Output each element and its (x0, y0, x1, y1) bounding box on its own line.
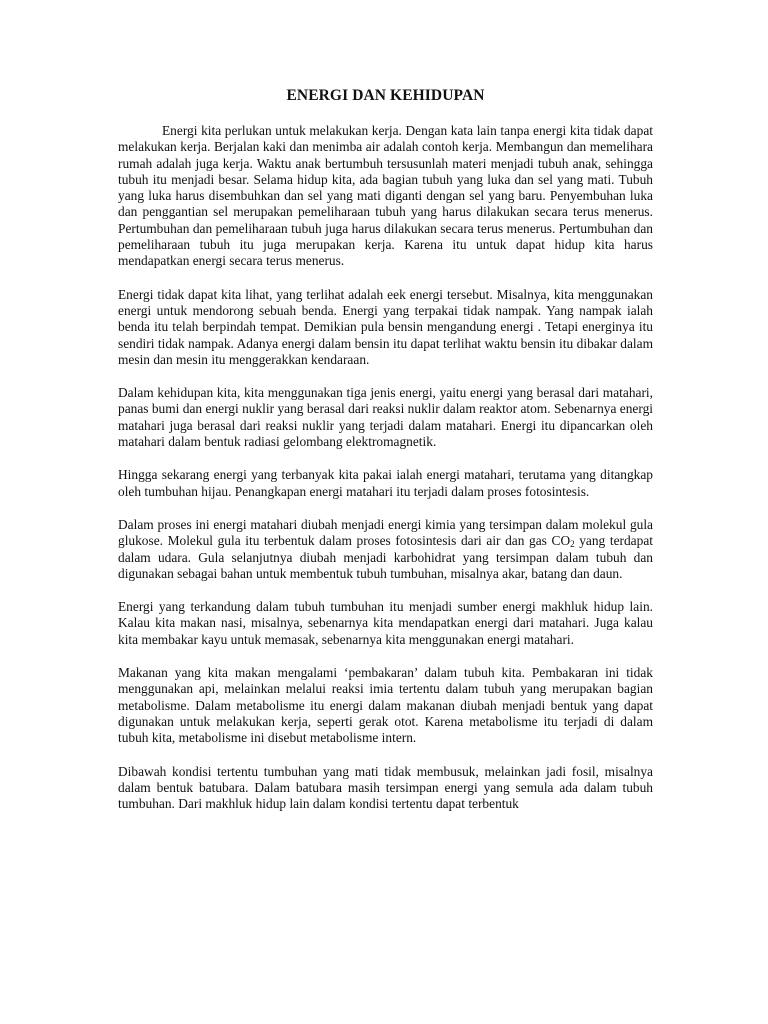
paragraph-photosynthesis (118, 517, 653, 582)
photosynthesis-text-before: Dalam proses ini energi matahari diubah menjadi energi kimia yang tersimpan dalam molekul gula glukose. Molekul gula itu terbentuk dalam proses fotosintesis dari air dan gas CO (118, 516, 653, 549)
paragraph-energy-invisible: Energi tidak dapat kita lihat, yang terlihat adalah eek energi tersebut. Misalnya, kita menggunakan energi untuk mendorong sebuah benda. Energi yang terpakai tidak nampak. Yang nampak ialah benda itu telah berpindah tempat. Demikian pula bensin mengandung energi . Tetapi energinya itu sendiri tidak nampak. Adanya energi dalam bensin itu dapat terlihat waktu bensin itu dibakar dalam mesin dan mesin itu menggerakkan kendaraan. (118, 286, 653, 367)
paragraph-energy-types: Dalam kehidupan kita, kita menggunakan tiga jenis energi, yaitu energi yang berasal dari matahari, panas bumi dan energi nuklir yang berasal dari reaksi nuklir dalam reaktor atom. Sebenarnya energi matahari juga berasal dari reaksi nuklir yang terjadi dalam matahari. Energi itu dipancarkan oleh matahari dalam bentuk radiasi gelombang elektromagnetik. (118, 385, 653, 450)
document-page (118, 86, 653, 812)
paragraph-metabolism: Makanan yang kita makan mengalami ‘pembakaran’ dalam tubuh kita. Pembakaran ini tidak menggunakan api, melainkan melalui reaksi imia tertentu dalam tubuh yang merupakan bagian metabolisme. Dalam metabolisme itu energi dalam makanan diubah menjadi bentuk yang dapat digunakan untuk melakukan kerja, seperti gerak otot. Karena metabolisme itu terjadi di dalam tubuh kita, metabolisme ini disebut metabolisme intern. (118, 665, 653, 746)
document-title: ENERGI DAN KEHIDUPAN (286, 87, 485, 104)
paragraph-fossil: Dibawah kondisi tertentu tumbuhan yang mati tidak membusuk, melainkan jadi fosil, misalnya dalam bentuk batubara. Dalam batubara masih tersimpan energi yang semula ada dalam tubuh tumbuhan. Dari makhluk hidup lain dalam kondisi tertentu dapat terbentuk (118, 763, 653, 812)
paragraph-solar-energy: Hingga sekarang energi yang terbanyak kita pakai ialah energi matahari, terutama yang ditangkap oleh tumbuhan hijau. Penangkapan energi matahari itu terjadi dalam proses fotosintesis. (118, 467, 653, 499)
photosynthesis-text-after: yang terdapat dalam udara. Gula selanjutnya diubah menjadi karbohidrat yang tersimpan dalam tubuh dan digunakan sebagai bahan untuk membentuk tubuh tumbuhan, misalnya akar, batang dan daun. (118, 533, 653, 581)
paragraph-energy-work: Energi kita perlukan untuk melakukan kerja. Dengan kata lain tanpa energi kita tidak dapat melakukan kerja. Berjalan kaki dan menimba air adalah contoh kerja. Membangun dan memelihara rumah adalah juga kerja. Waktu anak bertumbuh tersusunlah materi menjadi tubuh anak, sehingga tubuh itu menjadi besar. Selama hidup kita, ada bagian tubuh yang luka dan sel yang mati. Tubuh yang luka harus disembuhkan dan sel yang mati diganti dengan sel yang baru. Penyembuhan luka dan penggantian sel merupakan pemeliharaan tubuh yang harus dilakukan secara terus menerus. Pertumbuhan dan pemeliharaan tubuh juga harus dilakukan secara terus menerus. Pertumbuhan dan pemeliharaan tubuh itu juga merupakan kerja. Karena itu untuk dapat hidup kita harus mendapatkan energi secara terus menerus. (118, 123, 653, 269)
co2-subscript: 2 (570, 539, 575, 550)
paragraph-energy-source: Energi yang terkandung dalam tubuh tumbuhan itu menjadi sumber energi makhluk hidup lain. Kalau kita makan nasi, misalnya, sebenarnya kita mendapatkan energi dari matahari. Juga kalau kita membakar kayu untuk memasak, sebenarnya kita menggunakan energi matahari. (118, 599, 653, 647)
